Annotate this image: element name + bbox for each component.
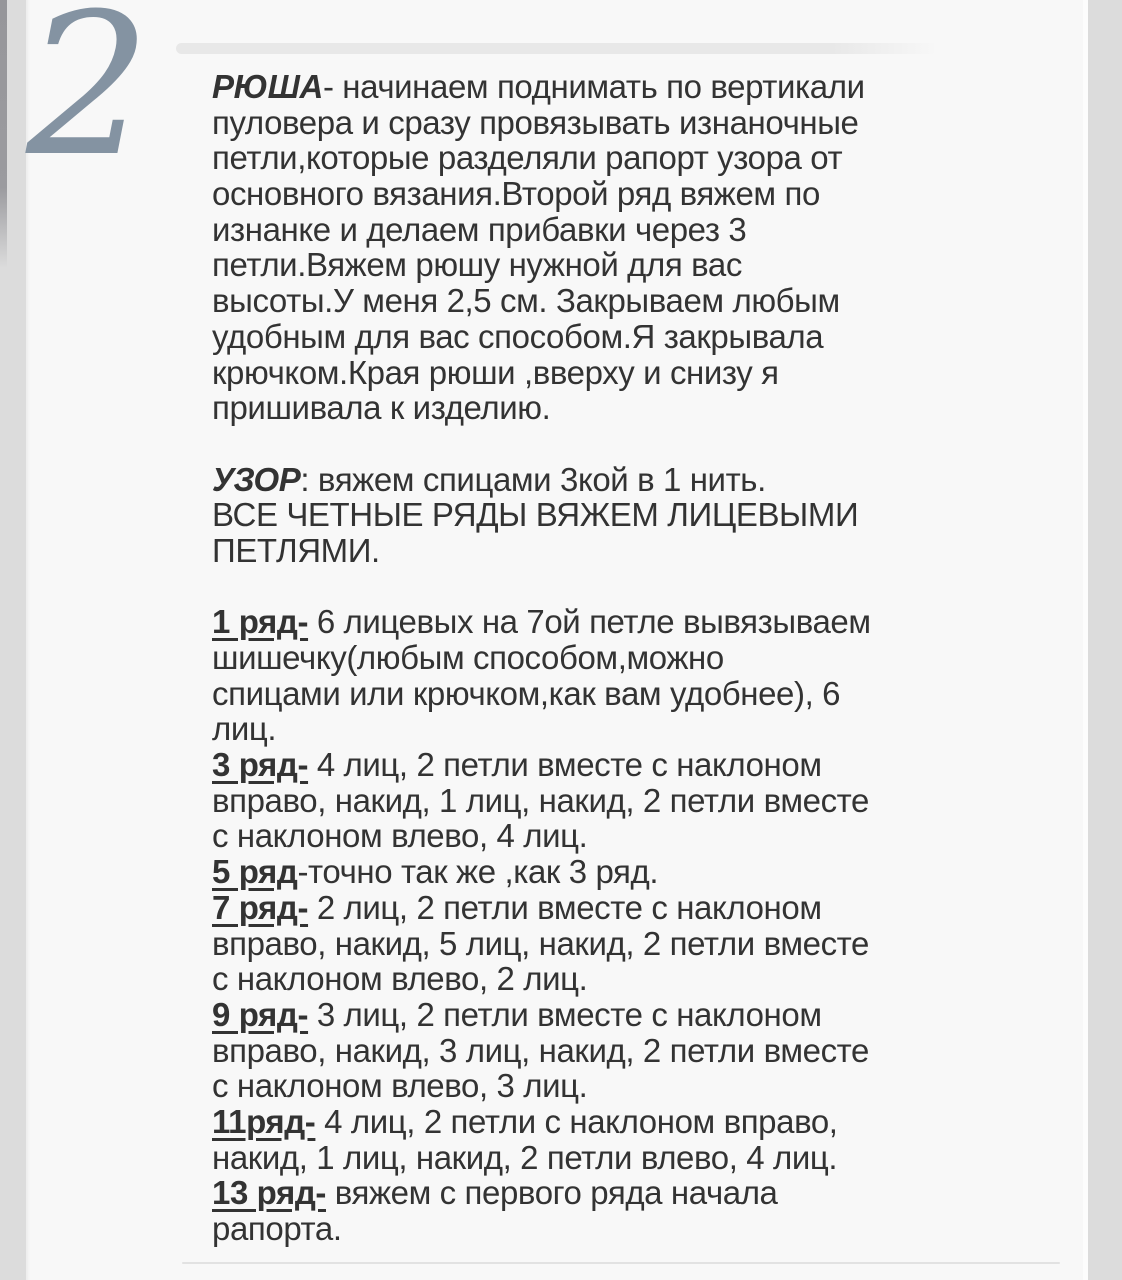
paragraph-section [212, 69, 1092, 426]
text-line: вправо, накид, 1 лиц, накид, 2 петли вместе [212, 781, 869, 819]
text-line: 9 ряд- 3 лиц, 2 петли вместе с наклоном [212, 995, 822, 1033]
page-number-numeral: 2 [26, 0, 151, 200]
text-line: РЮША- начинаем поднимать по вертикали [212, 68, 865, 105]
pattern-text [212, 69, 1092, 1247]
text-line: с наклоном влево, 4 лиц. [212, 817, 588, 855]
top-divider-bar [176, 43, 938, 54]
text-line: 1 ряд- 6 лицевых на 7ой петле вывязываем [212, 603, 871, 641]
right-margin-strip [1088, 0, 1122, 1280]
text-line: шишечку(любым способом,можно [212, 639, 724, 676]
text-line: 13 ряд- вяжем с первого ряда начала [212, 1174, 778, 1212]
text-line: 7 ряд- 2 лиц, 2 петли вместе с наклоном [212, 888, 822, 926]
text-line: 11ряд- 4 лиц, 2 петли с наклоном вправо, [212, 1102, 838, 1140]
text-line: пуловера и сразу провязывать изнаночные [212, 103, 859, 141]
bottom-divider-line [182, 1262, 1060, 1264]
text-line: вправо, накид, 5 лиц, накид, 2 петли вместе [212, 924, 869, 962]
text-line: лиц. [212, 710, 277, 748]
text-line: УЗОР: вяжем спицами 3кой в 1 нить. [212, 460, 766, 498]
text-line: удобным для вас способом.Я закрывала [212, 317, 824, 355]
row-number-label: 13 ряд- [212, 1174, 326, 1212]
text-line: основного вязания.Второй ряд вяжем по [212, 175, 820, 213]
row-number-label: 11ряд- [212, 1102, 316, 1140]
text-line: пришивала к изделию. [212, 389, 551, 427]
text-line: высоты.У меня 2,5 см. Закрываем любым [212, 282, 840, 320]
row-number-label: 1 ряд- [212, 603, 309, 641]
paragraph-section [212, 462, 1092, 569]
text-line: вправо, накид, 3 лиц, накид, 2 петли вместе [212, 1031, 869, 1069]
text-line: спицами или крючком,как вам удобнее), 6 [212, 674, 841, 712]
left-edge-shadow [0, 0, 7, 268]
text-line: рапорта. [212, 1210, 342, 1247]
rows-section [212, 604, 1092, 1246]
row-number-label: 5 ряд [212, 853, 298, 891]
text-line: петли,которые разделяли рапорт узора от [212, 139, 843, 177]
text-line: ВСЕ ЧЕТНЫЕ РЯДЫ ВЯЖЕМ ЛИЦЕВЫМИ [212, 496, 859, 534]
text-line: изнанке и делаем прибавки через 3 [212, 210, 747, 248]
paragraph-lead-label: УЗОР [212, 460, 301, 498]
row-number-label: 7 ряд- [212, 888, 309, 926]
row-number-label: 9 ряд- [212, 995, 309, 1033]
text-line: ПЕТЛЯМИ. [212, 531, 380, 569]
paragraph-lead-label: РЮША [212, 68, 323, 105]
text-line: петли.Вяжем рюшу нужной для вас [212, 246, 742, 284]
text-line: 5 ряд-точно так же ,как 3 ряд. [212, 853, 659, 891]
row-number-label: 3 ряд- [212, 746, 309, 784]
text-line: с наклоном влево, 2 лиц. [212, 960, 588, 998]
text-line: крючком.Края рюши ,вверху и снизу я [212, 353, 779, 391]
text-line: 3 ряд- 4 лиц, 2 петли вместе с наклоном [212, 746, 822, 784]
text-line: накид, 1 лиц, накид, 2 петли влево, 4 лиц. [212, 1138, 838, 1176]
text-line: с наклоном влево, 3 лиц. [212, 1067, 588, 1105]
